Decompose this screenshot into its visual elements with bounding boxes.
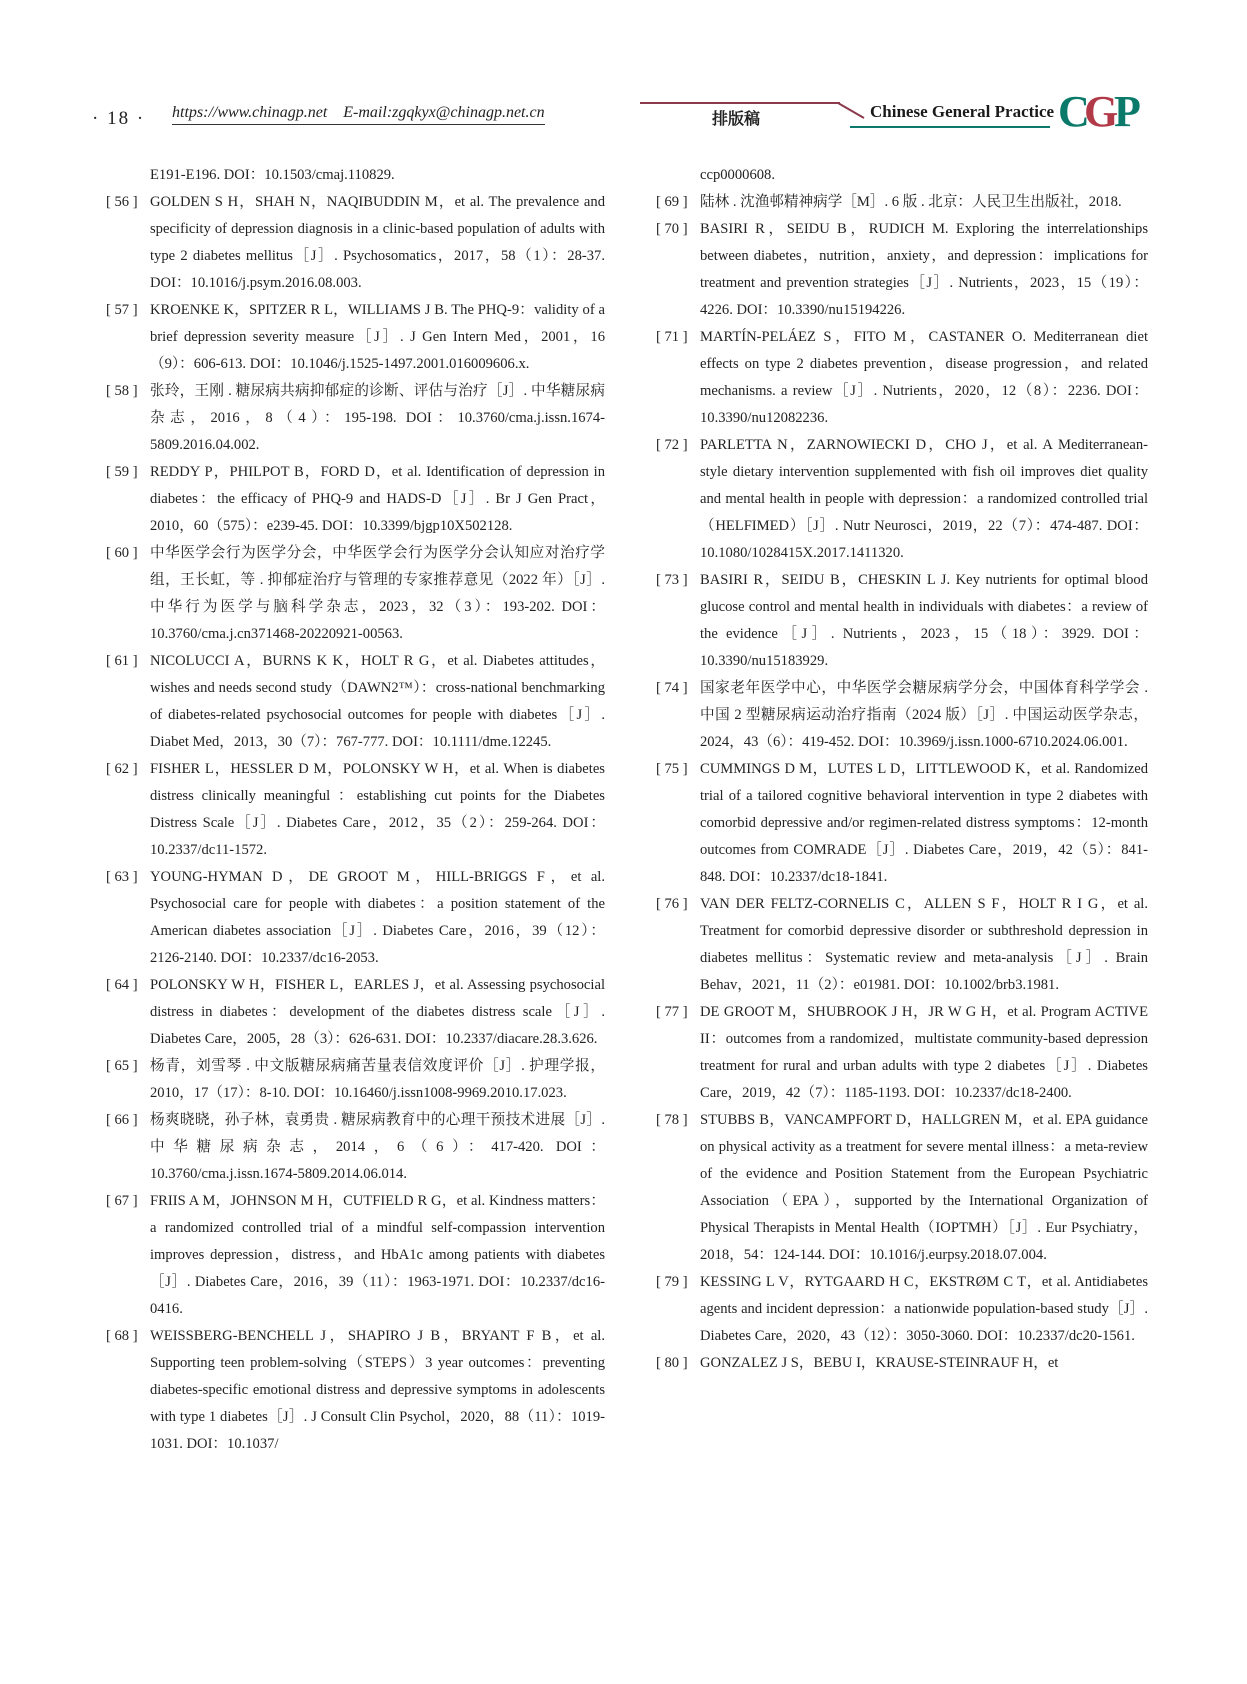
reference-entry: [650, 1107, 1148, 1269]
reference-entry: [100, 648, 605, 756]
cgp-logo-icon: [1058, 86, 1148, 132]
reference-text: VAN DER FELTZ-CORNELIS C，ALLEN S F，HOLT R I G，et al. Treatment for comorbid depressive disorder or subthreshold depression in diabetes mellitus：Systematic review and meta-analysis［J］. Brain Behav，2021，11（2）：e01981. DOI：10.1002/brb3.1981.: [700, 896, 1148, 993]
header-rule-slant: [838, 102, 865, 119]
reference-text: MARTÍN-PELÁEZ S，FITO M，CASTANER O. Mediterranean diet effects on type 2 diabetes prevention，disease progression，and related mechanisms. a review［J］. Nutrients，2020，12（8）：2236. DOI：10.3390/nu12082236.: [700, 329, 1148, 426]
reference-entry: [100, 162, 605, 189]
reference-number: [ 72 ]: [656, 437, 688, 453]
reference-entry: [100, 1323, 605, 1458]
reference-text: POLONSKY W H，FISHER L，EARLES J，et al. Assessing psychosocial distress in diabetes：development of the diabetes distress scale［J］. Diabetes Care，2005，28（3）：626-631. DOI：10.2337/diacare.28.3.626.: [150, 977, 605, 1047]
reference-entry: [100, 189, 605, 297]
reference-text: CUMMINGS D M，LUTES L D，LITTLEWOOD K，et al. Randomized trial of a tailored cognitive behavioral intervention in type 2 diabetes with comorbid depressive and/or regimen-related distress symptoms：12-month outcomes from COMRADE［J］. Diabetes Care，2019，42（5）：841-848. DOI：10.2337/dc18-1841.: [700, 761, 1148, 885]
reference-number: [ 56 ]: [106, 194, 138, 210]
reference-text: KROENKE K，SPITZER R L，WILLIAMS J B. The PHQ-9：validity of a brief depression severity measure［J］. J Gen Intern Med，2001，16（9）：606-613. DOI：10.1046/j.1525-1497.2001.016009606.x.: [150, 302, 605, 372]
reference-text: FISHER L，HESSLER D M，POLONSKY W H，et al. When is diabetes distress clinically meaningful ：establishing cut points for the Diabetes Distress Scale［J］. Diabetes Care，2012，35（2）：259-264. DOI：10.2337/dc11-1572.: [150, 761, 605, 858]
svg-text:P: P: [1114, 87, 1141, 132]
reference-entry: [650, 216, 1148, 324]
reference-entry: [100, 1053, 605, 1107]
reference-number: [ 66 ]: [106, 1112, 138, 1128]
reference-entry: [650, 324, 1148, 432]
reference-number: [ 69 ]: [656, 194, 688, 210]
reference-text: 国家老年医学中心，中华医学会糖尿病学分会，中国体育科学学会 . 中国 2 型糖尿病运动治疗指南（2024 版）［J］. 中国运动医学杂志，2024，43（6）：419-452. DOI：10.3969/j.issn.1000-6710.2024.06.001.: [700, 680, 1148, 750]
reference-text: 杨青，刘雪琴 . 中文版糖尿病痛苦量表信效度评价［J］. 护理学报，2010，17（17）：8-10. DOI：10.16460/j.issn1008-9969.2010.17.023.: [150, 1058, 605, 1101]
reference-entry: [100, 540, 605, 648]
journal-rule: [850, 126, 1050, 128]
references-right-column: [650, 162, 1148, 1377]
reference-number: [ 73 ]: [656, 572, 688, 588]
reference-entry: [650, 1269, 1148, 1350]
reference-entry: [650, 891, 1148, 999]
reference-number: [ 57 ]: [106, 302, 138, 318]
reference-text: WEISSBERG-BENCHELL J，SHAPIRO J B，BRYANT F B，et al. Supporting teen problem-solving（STEPS）3 year outcomes：preventing diabetes-specific emotional distress and depressive symptoms in adolescents with type 1 diabetes［J］. J Consult Clin Psychol，2020，88（11）：1019-1031. DOI：10.1037/: [150, 1328, 605, 1452]
reference-number: [ 65 ]: [106, 1058, 138, 1074]
page-number: · 18 ·: [92, 108, 146, 129]
svg-text:C: C: [1058, 87, 1090, 132]
reference-text: 陆林 . 沈渔邨精神病学［M］. 6 版 . 北京：人民卫生出版社，2018.: [700, 194, 1122, 210]
reference-entry: [650, 756, 1148, 891]
reference-entry: [100, 864, 605, 972]
reference-text: 中华医学会行为医学分会，中华医学会行为医学分会认知应对治疗学组，王长虹，等 . 抑郁症治疗与管理的专家推荐意见（2022 年）［J］. 中华行为医学与脑科学杂志，2023，32（3）：193-202. DOI：10.3760/cma.j.cn371468-20220921-00563.: [150, 545, 605, 642]
reference-number: [ 75 ]: [656, 761, 688, 777]
reference-entry: [650, 162, 1148, 189]
reference-entry: [100, 1107, 605, 1188]
reference-text: 张玲，王刚 . 糖尿病共病抑郁症的诊断、评估与治疗［J］. 中华糖尿病杂志，2016，8（4）：195-198. DOI：10.3760/cma.j.issn.1674-5809.2016.04.002.: [150, 383, 605, 453]
reference-number: [ 59 ]: [106, 464, 138, 480]
journal-name: Chinese General Practice: [870, 102, 1055, 121]
reference-entry: [100, 297, 605, 378]
reference-text: NICOLUCCI A，BURNS K K，HOLT R G，et al. Diabetes attitudes，wishes and needs second study（DAWN2™）：cross-national benchmarking of diabetes-related psychosocial outcomes for people with diabetes［J］. Diabet Med，2013，30（7）：767-777. DOI：10.1111/dme.12245.: [150, 653, 605, 750]
reference-entry: [650, 189, 1148, 216]
references-left-column: [100, 162, 605, 1458]
journal-email[interactable]: E-mail:zgqkyx@chinagp.net.cn: [343, 104, 545, 121]
reference-number: [ 76 ]: [656, 896, 688, 912]
reference-number: [ 68 ]: [106, 1328, 138, 1344]
reference-text: YOUNG-HYMAN D，DE GROOT M，HILL-BRIGGS F，et al. Psychosocial care for people with diabetes：a position statement of the American diabetes association［J］. Diabetes Care，2016，39（12）：2126-2140. DOI：10.2337/dc16-2053.: [150, 869, 605, 966]
reference-entry: [650, 567, 1148, 675]
reference-text: E191-E196. DOI：10.1503/cmaj.110829.: [150, 167, 395, 183]
reference-text: DE GROOT M，SHUBROOK J H，JR W G H，et al. Program ACTIVE II：outcomes from a randomized，multistate community-based depression treatment for rural and urban adults with type 2 diabetes［J］. Diabetes Care，2019，42（7）：1185-1193. DOI：10.2337/dc18-2400.: [700, 1004, 1148, 1101]
journal-url[interactable]: https://www.chinagp.net: [172, 104, 328, 121]
reference-text: STUBBS B，VANCAMPFORT D，HALLGREN M，et al. EPA guidance on physical activity as a treatment for severe mental illness：a meta-review of the evidence and Position Statement from the European Psychiatric Association（EPA），supported by the International Organization of Physical Therapists in Mental Health（IOPTMH）［J］. Eur Psychiatry，2018，54：124-144. DOI：10.1016/j.eurpsy.2018.07.004.: [700, 1112, 1148, 1263]
reference-text: KESSING L V，RYTGAARD H C，EKSTRØM C T，et al. Antidiabetes agents and incident depression：a nationwide population-based study［J］. Diabetes Care，2020，43（12）：3050-3060. DOI：10.2337/dc20-1561.: [700, 1274, 1148, 1344]
reference-entry: [100, 756, 605, 864]
reference-entry: [650, 675, 1148, 756]
reference-text: BASIRI R，SEIDU B，CHESKIN L J. Key nutrients for optimal blood glucose control and mental health in individuals with diabetes：a review of the evidence［J］. Nutrients，2023，15（18）：3929. DOI：10.3390/nu15183929.: [700, 572, 1148, 669]
reference-number: [ 71 ]: [656, 329, 688, 345]
reference-text: 杨爽晓晓，孙子林，袁勇贵 . 糖尿病教育中的心理干预技术进展［J］. 中华糖尿病杂志，2014，6（6）：417-420. DOI：10.3760/cma.j.issn.1674-5809.2014.06.014.: [150, 1112, 605, 1182]
reference-entry: [650, 1350, 1148, 1377]
reference-number: [ 62 ]: [106, 761, 138, 777]
reference-number: [ 60 ]: [106, 545, 138, 561]
reference-number: [ 61 ]: [106, 653, 138, 669]
journal-contact-line: [172, 104, 545, 125]
header-rule: [640, 102, 840, 104]
reference-text: PARLETTA N，ZARNOWIECKI D，CHO J，et al. A Mediterranean-style dietary intervention supplemented with fish oil improves diet quality and mental health in people with depression：a randomized controlled trial（HELFIMED）［J］. Nutr Neurosci，2019，22（7）：474-487. DOI：10.1080/1028415X.2017.1411320.: [700, 437, 1148, 561]
reference-entry: [100, 459, 605, 540]
page-header: [0, 0, 1247, 140]
reference-number: [ 79 ]: [656, 1274, 688, 1290]
reference-entry: [100, 972, 605, 1053]
reference-text: REDDY P，PHILPOT B，FORD D，et al. Identification of depression in diabetes：the efficacy of PHQ-9 and HADS-D［J］. Br J Gen Pract，2010，60（575）：e239-45. DOI：10.3399/bjgp10X502128.: [150, 464, 605, 534]
reference-number: [ 67 ]: [106, 1193, 138, 1209]
reference-text: ccp0000608.: [700, 167, 775, 183]
reference-text: BASIRI R，SEIDU B，RUDICH M. Exploring the interrelationships between diabetes，nutrition，anxiety，and depression：implications for treatment and prevention strategies［J］. Nutrients，2023，15（19）：4226. DOI：10.3390/nu15194226.: [700, 221, 1148, 318]
reference-number: [ 58 ]: [106, 383, 138, 399]
reference-number: [ 74 ]: [656, 680, 688, 696]
reference-number: [ 63 ]: [106, 869, 138, 885]
reference-text: GOLDEN S H，SHAH N，NAQIBUDDIN M，et al. The prevalence and specificity of depression diagnosis in a clinic-based population of adults with type 2 diabetes mellitus［J］. Psychosomatics，2017，58（1）：28-37. DOI：10.1016/j.psym.2016.08.003.: [150, 194, 605, 291]
reference-number: [ 64 ]: [106, 977, 138, 993]
reference-number: [ 78 ]: [656, 1112, 688, 1128]
reference-entry: [100, 1188, 605, 1323]
reference-number: [ 80 ]: [656, 1355, 688, 1371]
reference-number: [ 70 ]: [656, 221, 688, 237]
draft-label: 排版稿: [712, 109, 761, 128]
reference-number: [ 77 ]: [656, 1004, 688, 1020]
svg-text:G: G: [1084, 87, 1119, 132]
reference-text: FRIIS A M，JOHNSON M H，CUTFIELD R G，et al. Kindness matters：a randomized controlled trial of a mindful self-compassion intervention improves depression，distress，and HbA1c among patients with diabetes［J］. Diabetes Care，2016，39（11）：1963-1971. DOI：10.2337/dc16-0416.: [150, 1193, 605, 1317]
reference-text: GONZALEZ J S，BEBU I，KRAUSE-STEINRAUF H，et: [700, 1355, 1059, 1371]
reference-entry: [100, 378, 605, 459]
reference-entry: [650, 432, 1148, 567]
reference-entry: [650, 999, 1148, 1107]
